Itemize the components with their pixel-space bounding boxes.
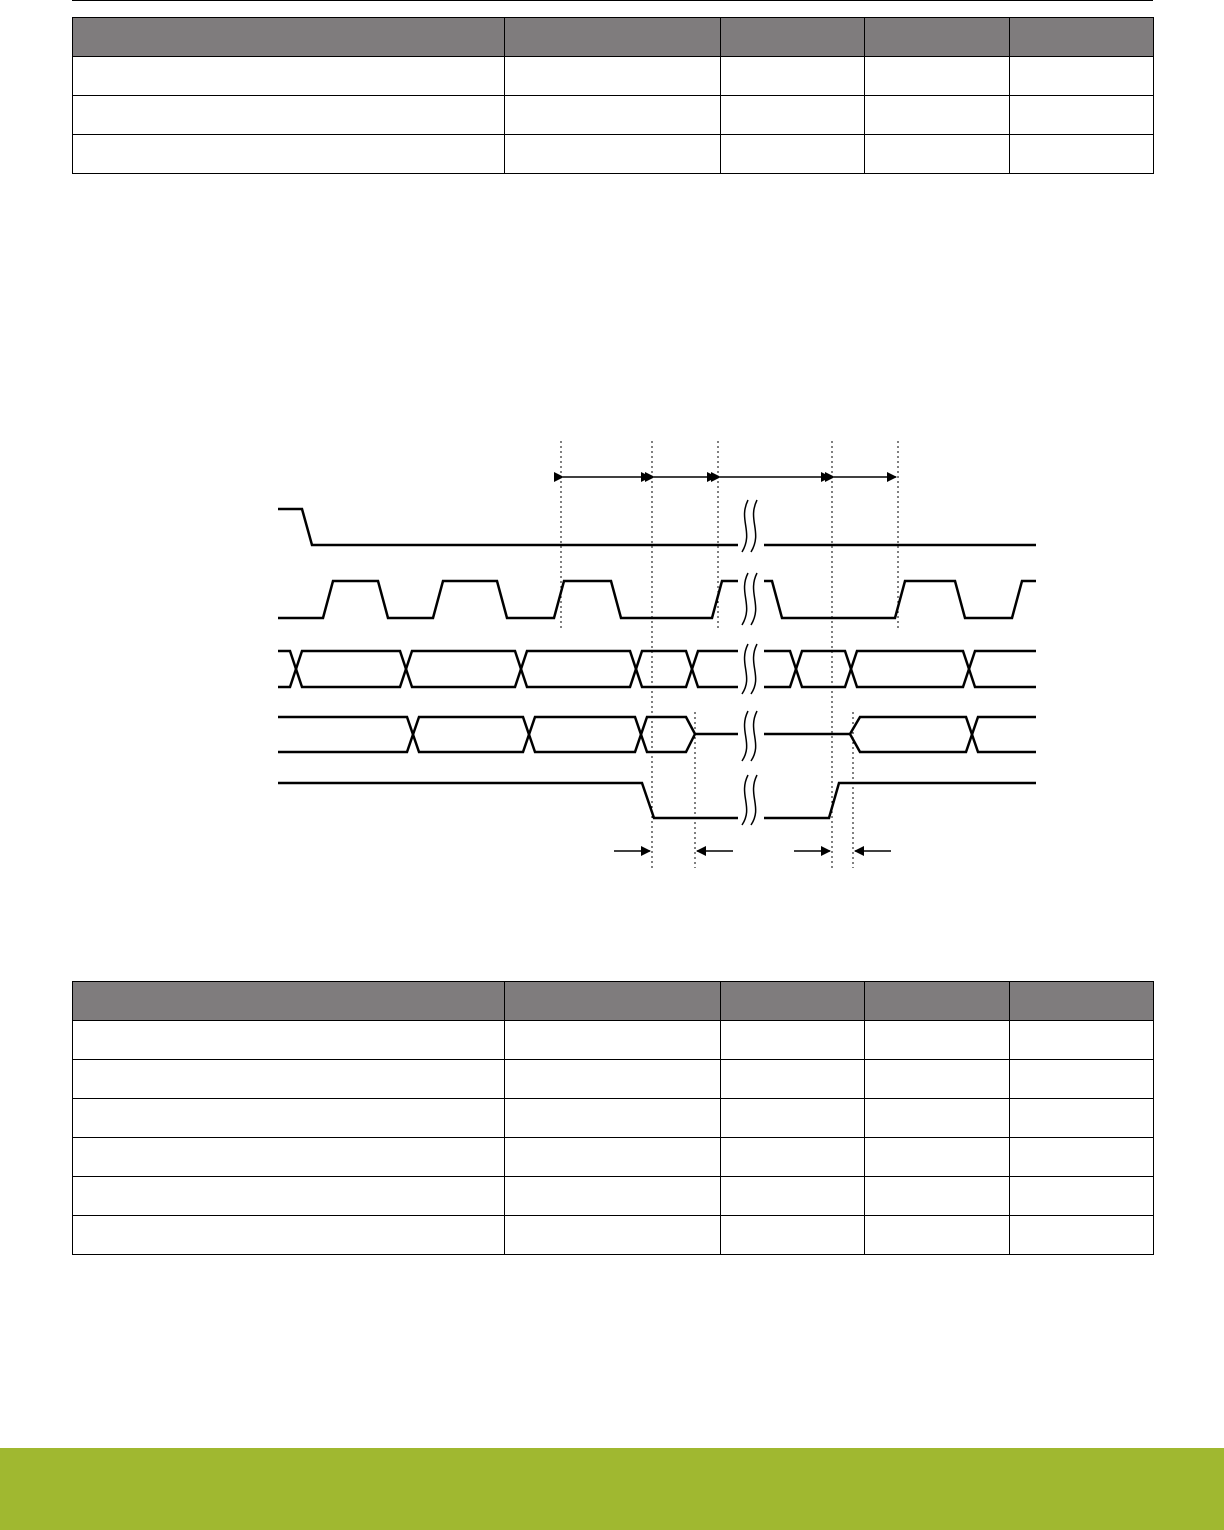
table-cell: [505, 1177, 721, 1216]
table-cell: [73, 1177, 505, 1216]
table-cell: [721, 1138, 865, 1177]
table-cell: [505, 1021, 721, 1060]
signal-4-bus-waveform: [278, 717, 1036, 752]
header-cell: [505, 982, 721, 1021]
table-row: [73, 1060, 1154, 1099]
table-cell: [73, 1216, 505, 1255]
table-cell: [721, 1060, 865, 1099]
header-cell: [865, 982, 1010, 1021]
table-cell: [73, 1021, 505, 1060]
table-row: [73, 1099, 1154, 1138]
table-row: [73, 1216, 1154, 1255]
signal-3-bus-waveform: [278, 651, 1036, 687]
table-cell: [1010, 1138, 1154, 1177]
table-cell: [721, 1099, 865, 1138]
table-row: [73, 1177, 1154, 1216]
header-cell: [1010, 982, 1154, 1021]
table-cell: [505, 1216, 721, 1255]
table-cell: [505, 1060, 721, 1099]
table-header-row: [73, 982, 1154, 1021]
table-cell: [865, 1099, 1010, 1138]
table-cell: [1010, 1177, 1154, 1216]
table-cell: [73, 1138, 505, 1177]
table-cell: [73, 1099, 505, 1138]
timing-table-bottom: [72, 981, 1154, 1255]
table-cell: [865, 1060, 1010, 1099]
header-cell: [73, 982, 505, 1021]
table-cell: [721, 1216, 865, 1255]
table-cell: [73, 1060, 505, 1099]
table-cell: [505, 1099, 721, 1138]
table-cell: [865, 1138, 1010, 1177]
table-cell: [1010, 1021, 1154, 1060]
table-cell: [721, 1177, 865, 1216]
table-cell: [1010, 1060, 1154, 1099]
signal-1-waveform: [278, 509, 1036, 545]
table-cell: [721, 1021, 865, 1060]
table-cell: [865, 1216, 1010, 1255]
time-break-markers: [738, 497, 764, 828]
table-cell: [865, 1177, 1010, 1216]
table-cell: [1010, 1099, 1154, 1138]
signal-2-clock-waveform: [278, 581, 1036, 618]
header-cell: [721, 982, 865, 1021]
table-cell: [1010, 1216, 1154, 1255]
table-cell: [865, 1021, 1010, 1060]
footer-band: [0, 1448, 1224, 1530]
signal-5-waveform: [278, 783, 1036, 818]
table-row: [73, 1138, 1154, 1177]
table-row: [73, 1021, 1154, 1060]
table-cell: [505, 1138, 721, 1177]
